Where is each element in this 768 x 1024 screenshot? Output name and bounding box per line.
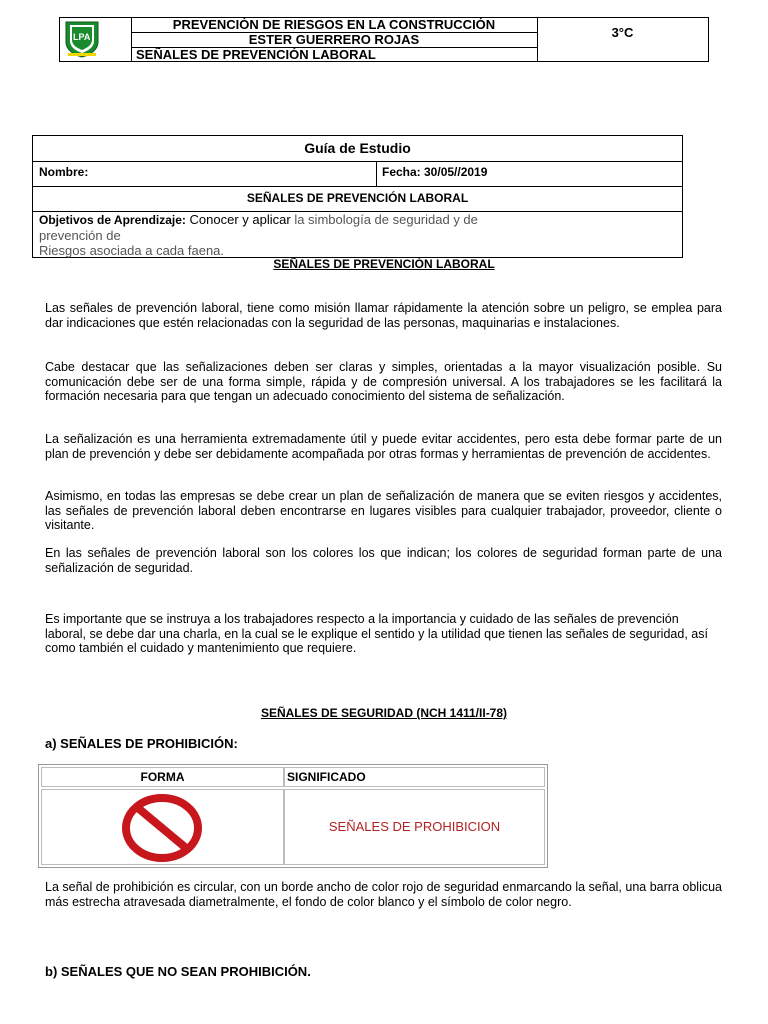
objectives-text-a: Conocer y aplicar xyxy=(189,212,291,227)
unit-title: SEÑALES DE PREVENCIÓN LABORAL xyxy=(136,47,376,62)
section-title: SEÑALES DE PREVENCIÓN LABORAL xyxy=(273,257,495,271)
prohibition-table xyxy=(38,764,548,868)
document-header xyxy=(59,17,709,62)
guide-name-date-row xyxy=(33,162,682,187)
objectives-text-b: la simbología de seguridad y de xyxy=(294,212,478,227)
paragraph-5: En las señales de prevención laboral son los colores los que indican; los colores de seguridad forman parte de una señalización de seguridad. xyxy=(45,546,722,575)
teacher-name: ESTER GUERRERO ROJAS xyxy=(131,33,537,48)
guide-title: Guía de Estudio xyxy=(33,136,682,162)
column-divider xyxy=(376,162,377,186)
form-cell xyxy=(41,789,284,865)
meaning-cell xyxy=(284,789,545,865)
objectives-text-c: prevención de xyxy=(39,228,121,243)
prohibition-description: La señal de prohibición es circular, con un borde ancho de color rojo de seguridad enmarcando la señal, una barra oblicua más estrecha atravesada diametralmente, el fondo de color blanco y el símbolo de color negro. xyxy=(45,880,722,909)
header-titles xyxy=(131,18,538,61)
name-label: Nombre: xyxy=(39,165,89,179)
column-header-form: FORMA xyxy=(41,767,284,787)
paragraph-4: Asimismo, en todas las empresas se debe crear un plan de señalización de manera que se eviten riesgos y accidentes, las señales de prevención laboral deben encontrarse en lugares visibles para cualquier trabajador, proveedor, cliente o visitante. xyxy=(45,489,722,532)
non-prohibition-heading: b) SEÑALES QUE NO SEAN PROHIBICIÓN. xyxy=(45,964,311,979)
logo-text: LPA xyxy=(73,32,91,42)
paragraph-1: Las señales de prevención laboral, tiene como misión llamar rápidamente la atención sobre un peligro, se emplea para dar indicaciones que estén relacionadas con la seguridad de las personas, maquinarias e instalaciones. xyxy=(45,301,722,330)
prohibition-heading: a) SEÑALES DE PROHIBICIÓN: xyxy=(45,736,238,751)
objectives-text-d: Riesgos asociada a cada faena. xyxy=(39,243,225,258)
prohibition-sign-icon xyxy=(120,793,204,863)
objectives-label: Objetivos de Aprendizaje: xyxy=(39,213,186,227)
paragraph-3: La señalización es una herramienta extremadamente útil y puede evitar accidentes, pero esta debe formar parte de un plan de prevención y debe ser debidamente acompañada por otras formas y herramientas de prevención de accidentes. xyxy=(45,432,722,461)
date-label: Fecha: 30/05//2019 xyxy=(382,165,488,179)
signs-title: SEÑALES DE SEGURIDAD (NCH 1411/II-78) xyxy=(260,706,508,720)
guide-topic: SEÑALES DE PREVENCIÓN LABORAL xyxy=(33,187,682,212)
grade-label: 3°C xyxy=(611,25,634,40)
meaning-text: SEÑALES DE PROHIBICION xyxy=(328,819,501,834)
paragraph-6: Es importante que se instruya a los trabajadores respecto a la importancia y cuidado de las señales de prevención laboral, se debe dar una charla, en la cual se le explique el sentido y la utilidad que tienen las señales de seguridad, así como también el cuidado y mantenimiento que requiere. xyxy=(45,612,708,655)
logo-cell xyxy=(60,18,132,61)
course-title: PREVENCIÓN DE RIESGOS EN LA CONSTRUCCIÓN xyxy=(131,18,537,33)
paragraph-2: Cabe destacar que las señalizaciones deben ser claras y simples, orientadas a la mayor visualización posible. Su comunicación debe ser de una forma simple, rápida y de compresión universal. A los trabajadores se les facilitará la formación necesaria para que tengan un adecuado conocimiento del sistema de señalización. xyxy=(45,360,722,403)
study-guide-box xyxy=(32,135,683,258)
guide-objectives xyxy=(33,211,682,258)
column-header-meaning: SIGNIFICADO xyxy=(284,767,545,787)
